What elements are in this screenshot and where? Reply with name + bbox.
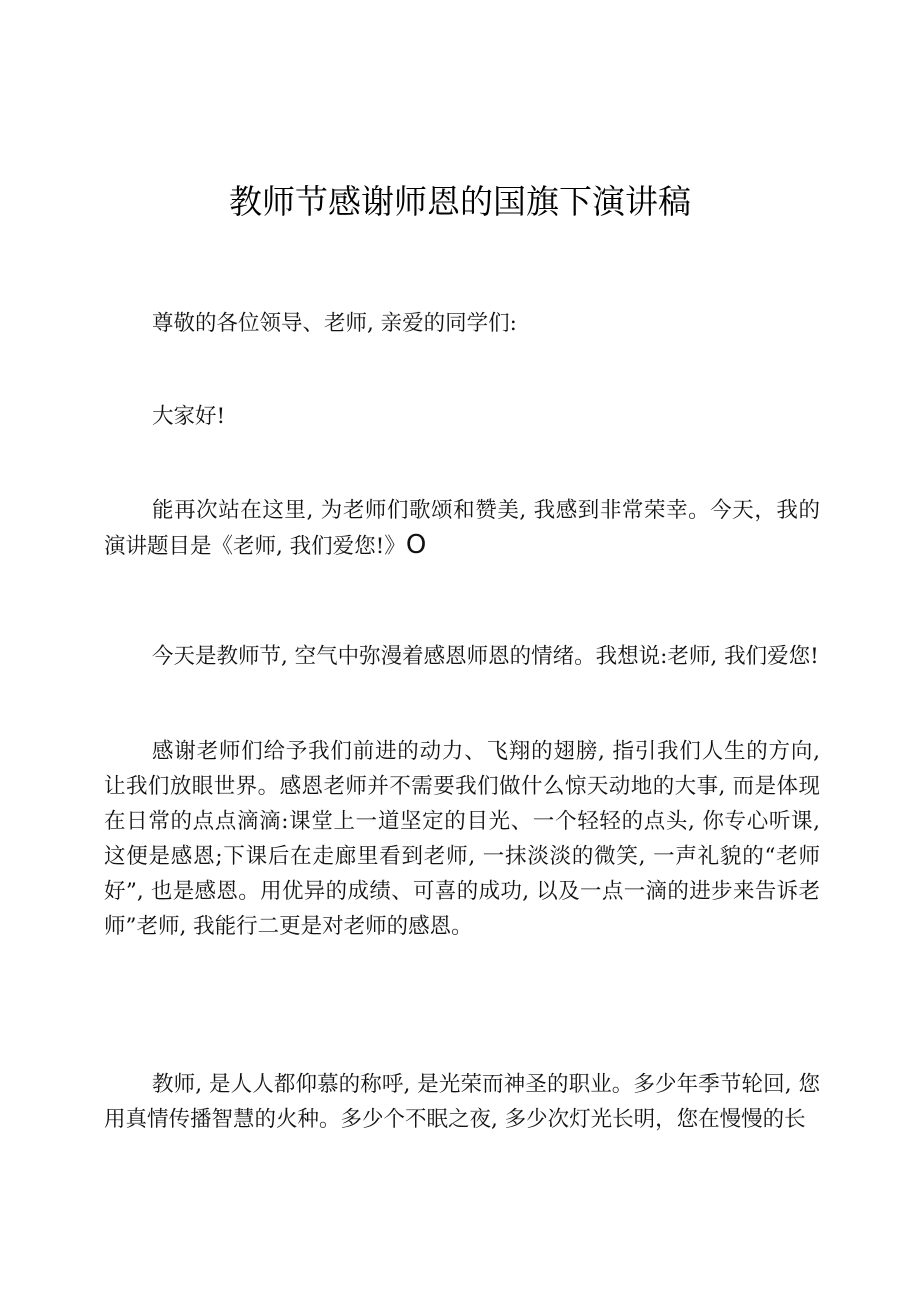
salutation-paragraph: 尊敬的各位领导、老师, 亲爱的同学们:	[152, 310, 517, 336]
document-title: 教师节感谢师恩的国旗下演讲稿	[229, 182, 691, 221]
teacher-paragraph: 教师, 是人人都仰慕的称呼, 是光荣而神圣的职业。多少年季节轮回, 您用真情传播智慧的火种。多少个不眠之夜, 多少次灯光长明，您在慢慢的长	[104, 1071, 820, 1132]
today-paragraph: 今天是教师节, 空气中弥漫着感恩师恩的情绪。我想说:老师, 我们爱您!	[152, 643, 819, 669]
intro-text: 能再次站在这里, 为老师们歌颂和赞美, 我感到非常荣幸。今天，我的演讲题目是《老师, 我们爱您!》	[104, 497, 820, 559]
thanks-paragraph: 感谢老师们给予我们前进的动力、飞翔的翅膀, 指引我们人生的方向, 让我们放眼世界。感恩老师并不需要我们做什么惊天动地的大事, 而是体现在日常的点点滴滴:课堂上一道坚定的目光、一个轻轻的点头, 你专心听课, 这便是感恩;下课后在走廊里看到老师, 一抹淡淡的微笑, 一声礼貌的“老师好”, 也是感恩。用优异的成绩、可喜的成功, 以及一点一滴的进步来告诉老师”老师, 我能行二更是对老师的感恩。	[104, 738, 820, 939]
intro-end-mark: O	[405, 529, 427, 560]
greeting-paragraph: 大家好!	[152, 403, 226, 429]
intro-paragraph	[104, 493, 820, 564]
